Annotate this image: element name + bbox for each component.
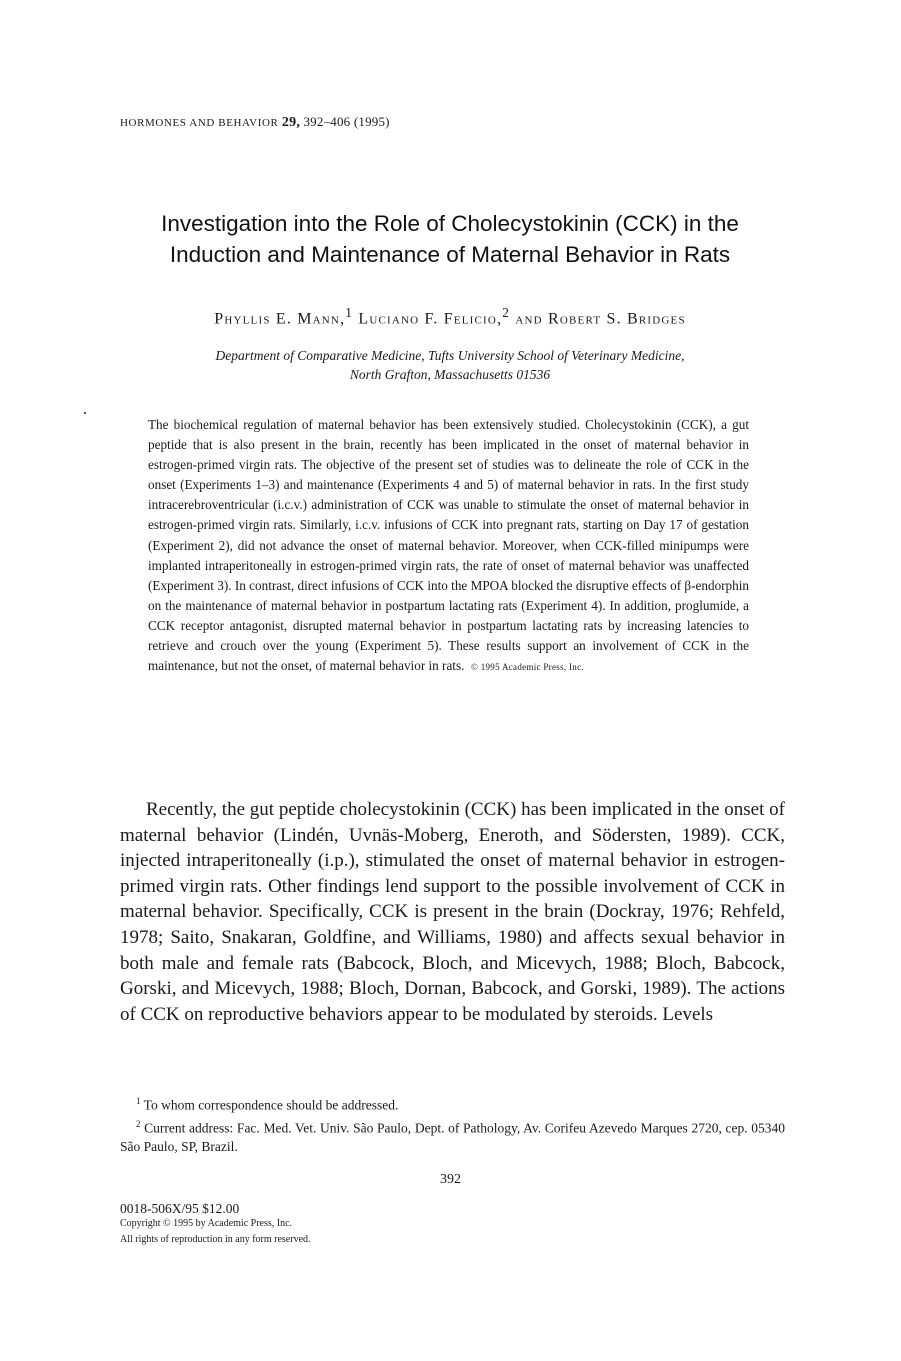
abstract-copyright: © 1995 Academic Press, Inc. bbox=[471, 662, 584, 673]
author-conjunction: and bbox=[515, 310, 543, 328]
footnote-2-text: Current address: Fac. Med. Vet. Univ. São Paulo, Dept. of Pathology, Av. Corifeu Azevedo Marques 2720, cep. 05340 São Paulo, SP, Brazil. bbox=[120, 1120, 785, 1154]
author-1-footnote-mark: 1 bbox=[345, 305, 354, 320]
abstract bbox=[148, 415, 749, 677]
issn-price: 0018-506X/95 $12.00 bbox=[120, 1201, 240, 1216]
imprint-rights: All rights of reproduction in any form reserved. bbox=[120, 1234, 311, 1245]
footnote-1-text: To whom correspondence should be addressed. bbox=[143, 1097, 399, 1113]
journal-name: HORMONES AND BEHAVIOR bbox=[120, 117, 279, 129]
author-list bbox=[100, 305, 800, 328]
footnote-2-mark: 2 bbox=[136, 1119, 141, 1129]
volume-number: 29, bbox=[281, 115, 301, 130]
author-2-footnote-mark: 2 bbox=[502, 305, 511, 320]
article-title bbox=[100, 208, 800, 270]
affiliation-line-2: North Grafton, Massachusetts 01536 bbox=[349, 367, 551, 382]
body-paragraph-text: Recently, the gut peptide cholecystokinin (CCK) has been implicated in the onset of maternal behavior (Lindén, Uvnäs-Moberg, Eneroth, and Södersten, 1989). CCK, injected intraperitoneally (i.p.), stimulated the onset of maternal behavior in estrogen-primed virgin rats. Other findings lend support to the possible involvement of CCK in maternal behavior. Specifically, CCK is present in the brain (Dockray, 1976; Rehfeld, 1978; Saito, Snakaran, Goldfine, and Williams, 1980) and affects sexual behavior in both male and female rats (Babcock, Bloch, and Micevych, 1988; Bloch, Babcock, Gorski, and Micevych, 1988; Bloch, Dornan, Babcock, and Gorski, 1989). The actions of CCK on reproductive behaviors appear to be modulated by steroids. Levels bbox=[120, 799, 785, 1025]
footnote-1-mark: 1 bbox=[136, 1096, 141, 1106]
title-line-2: Induction and Maintenance of Maternal Behavior in Rats bbox=[169, 242, 731, 267]
author-2: Luciano F. Felicio, bbox=[358, 310, 503, 328]
margin-mark bbox=[84, 412, 86, 414]
author-3: Robert S. Bridges bbox=[548, 310, 686, 328]
affiliation bbox=[100, 346, 800, 384]
page-number: 392 bbox=[440, 1172, 461, 1187]
running-head bbox=[120, 114, 390, 131]
page-range: 392–406 (1995) bbox=[303, 114, 390, 129]
body-paragraph bbox=[120, 797, 785, 1027]
imprint-copyright: Copyright © 1995 by Academic Press, Inc. bbox=[120, 1218, 293, 1229]
footnote-1 bbox=[120, 1092, 785, 1115]
affiliation-line-1: Department of Comparative Medicine, Tufts University School of Veterinary Medicine, bbox=[215, 348, 685, 363]
abstract-text: The biochemical regulation of maternal behavior has been extensively studied. Cholecystokinin (CCK), a gut peptide that is also present in the brain, recently has been implicated in the onset of maternal behavior in estrogen-primed virgin rats. The objective of the present set of studies was to delineate the role of CCK in the onset (Experiments 1–3) and maintenance (Experiments 4 and 5) of maternal behavior in rats. In the first study intracerebroventricular (i.c.v.) administration of CCK was unable to stimulate the onset of maternal behavior in estrogen-primed virgin rats. Similarly, i.c.v. infusions of CCK into pregnant rats, starting on Day 17 of gestation (Experiment 2), did not advance the onset of maternal behavior. Moreover, when CCK-filled minipumps were implanted intraperitoneally in estrogen-primed virgin rats, the rate of onset of maternal behavior was unaffected (Experiment 3). In contrast, direct infusions of CCK into the MPOA blocked the disruptive effects of β-endorphin on the maintenance of maternal behavior in postpartum lactating rats (Experiment 4). In addition, proglumide, a CCK receptor antagonist, disrupted maternal behavior in postpartum lactating rats by increasing latencies to retrieve and crouch over the young (Experiment 5). These results support an involvement of CCK in the maintenance, but not the onset, of maternal behavior in rats. bbox=[148, 417, 749, 674]
footnote-2 bbox=[120, 1115, 785, 1157]
imprint bbox=[120, 1201, 311, 1248]
author-1: Phyllis E. Mann, bbox=[214, 310, 346, 328]
title-line-1: Investigation into the Role of Cholecystokinin (CCK) in the bbox=[161, 211, 739, 236]
footnotes bbox=[120, 1092, 785, 1157]
